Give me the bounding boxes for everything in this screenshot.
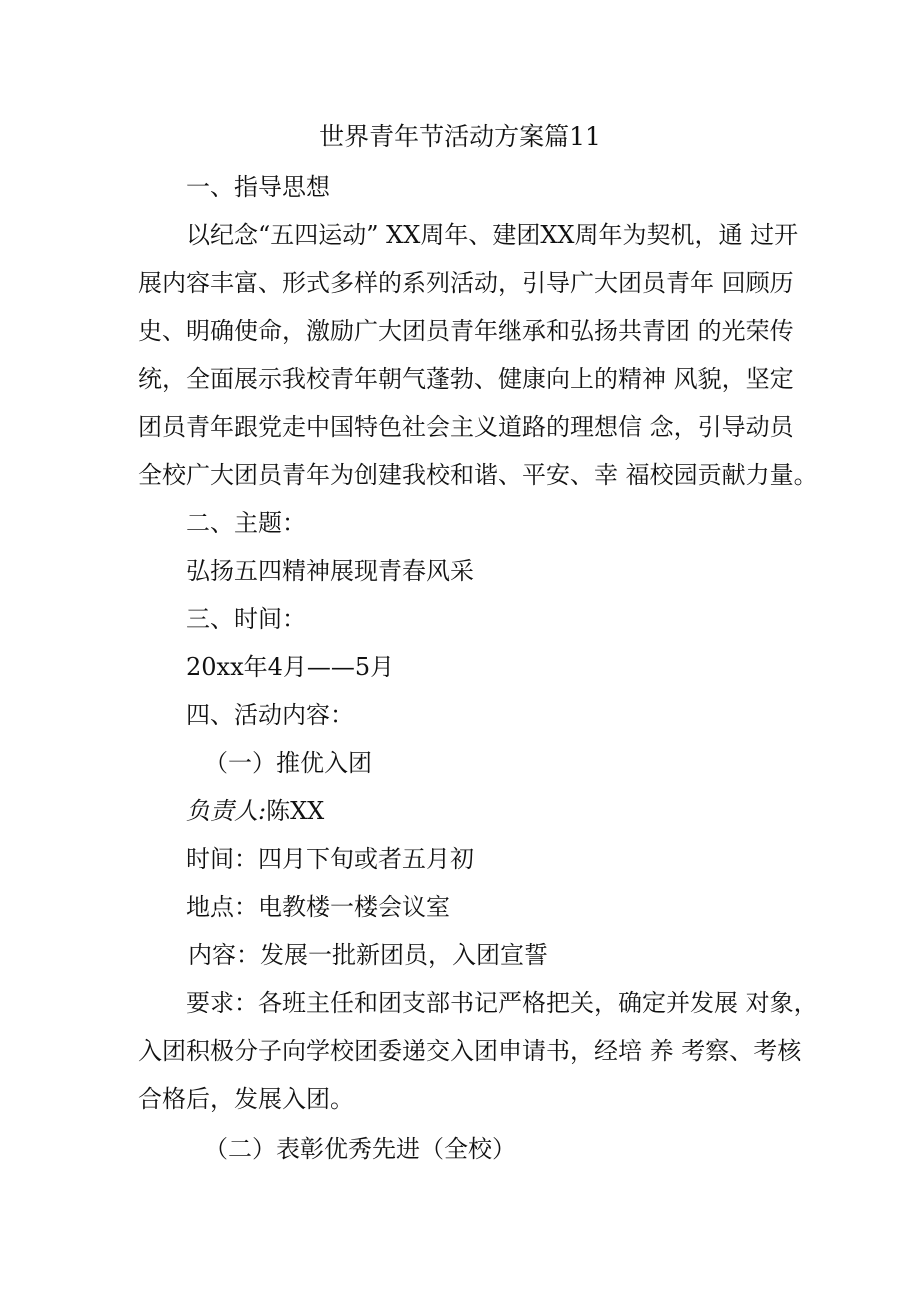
section-heading-theme: 二、主题： [186,509,306,537]
time-text: 20xx年4月——5月 [186,653,395,681]
paragraph-line: 全校广大团员青年为创建我校和谐、平安、幸 福校园贡献力量。 [138,461,818,489]
subsection-heading-2: （二）表彰优秀先进（全校） [204,1135,516,1163]
document-title: 世界青年节活动方案篇11 [319,122,601,151]
section-heading-activities: 四、活动内容： [186,701,354,729]
person-in-charge-label: 负责人: [186,797,267,825]
requirements-line: 合格后，发展入团。 [138,1085,354,1113]
person-in-charge [186,796,324,826]
theme-text: 弘扬五四精神展现青春风采 [186,557,474,585]
paragraph-line: 以纪念“五四运动” XX周年、建团XX周年为契机，通 过开 [186,221,799,249]
paragraph-line: 统，全面展示我校青年朝气蓬勃、健康向上的精神 风貌，坚定 [138,365,794,393]
section-heading-guiding-ideology: 一、指导思想 [186,173,330,201]
paragraph-line: 史、明确使命，激励广大团员青年继承和弘扬共青团 的光荣传 [138,317,794,345]
paragraph-line: 展内容丰富、形式多样的系列活动，引导广大团员青年 回顾历 [138,269,794,297]
person-in-charge-value: 陈XX [266,797,325,825]
paragraph-line: 团员青年跟党走中国特色社会主义道路的理想信 念，引导动员 [138,413,794,441]
subsection-heading-1: （一）推优入团 [204,749,372,777]
requirements-line: 入团积极分子向学校团委递交入团申请书，经培 养 考察、考核 [138,1037,802,1065]
section-heading-time: 三、时间： [186,605,306,633]
activity-location: 地点：电教楼一楼会议室 [186,893,450,921]
activity-content: 内容：发展一批新团员，入团宣誓 [188,941,548,969]
requirements-line: 要求：各班主任和团支部书记严格把关，确定并发展 对象， [186,989,818,1017]
activity-time: 时间：四月下旬或者五月初 [186,845,474,873]
